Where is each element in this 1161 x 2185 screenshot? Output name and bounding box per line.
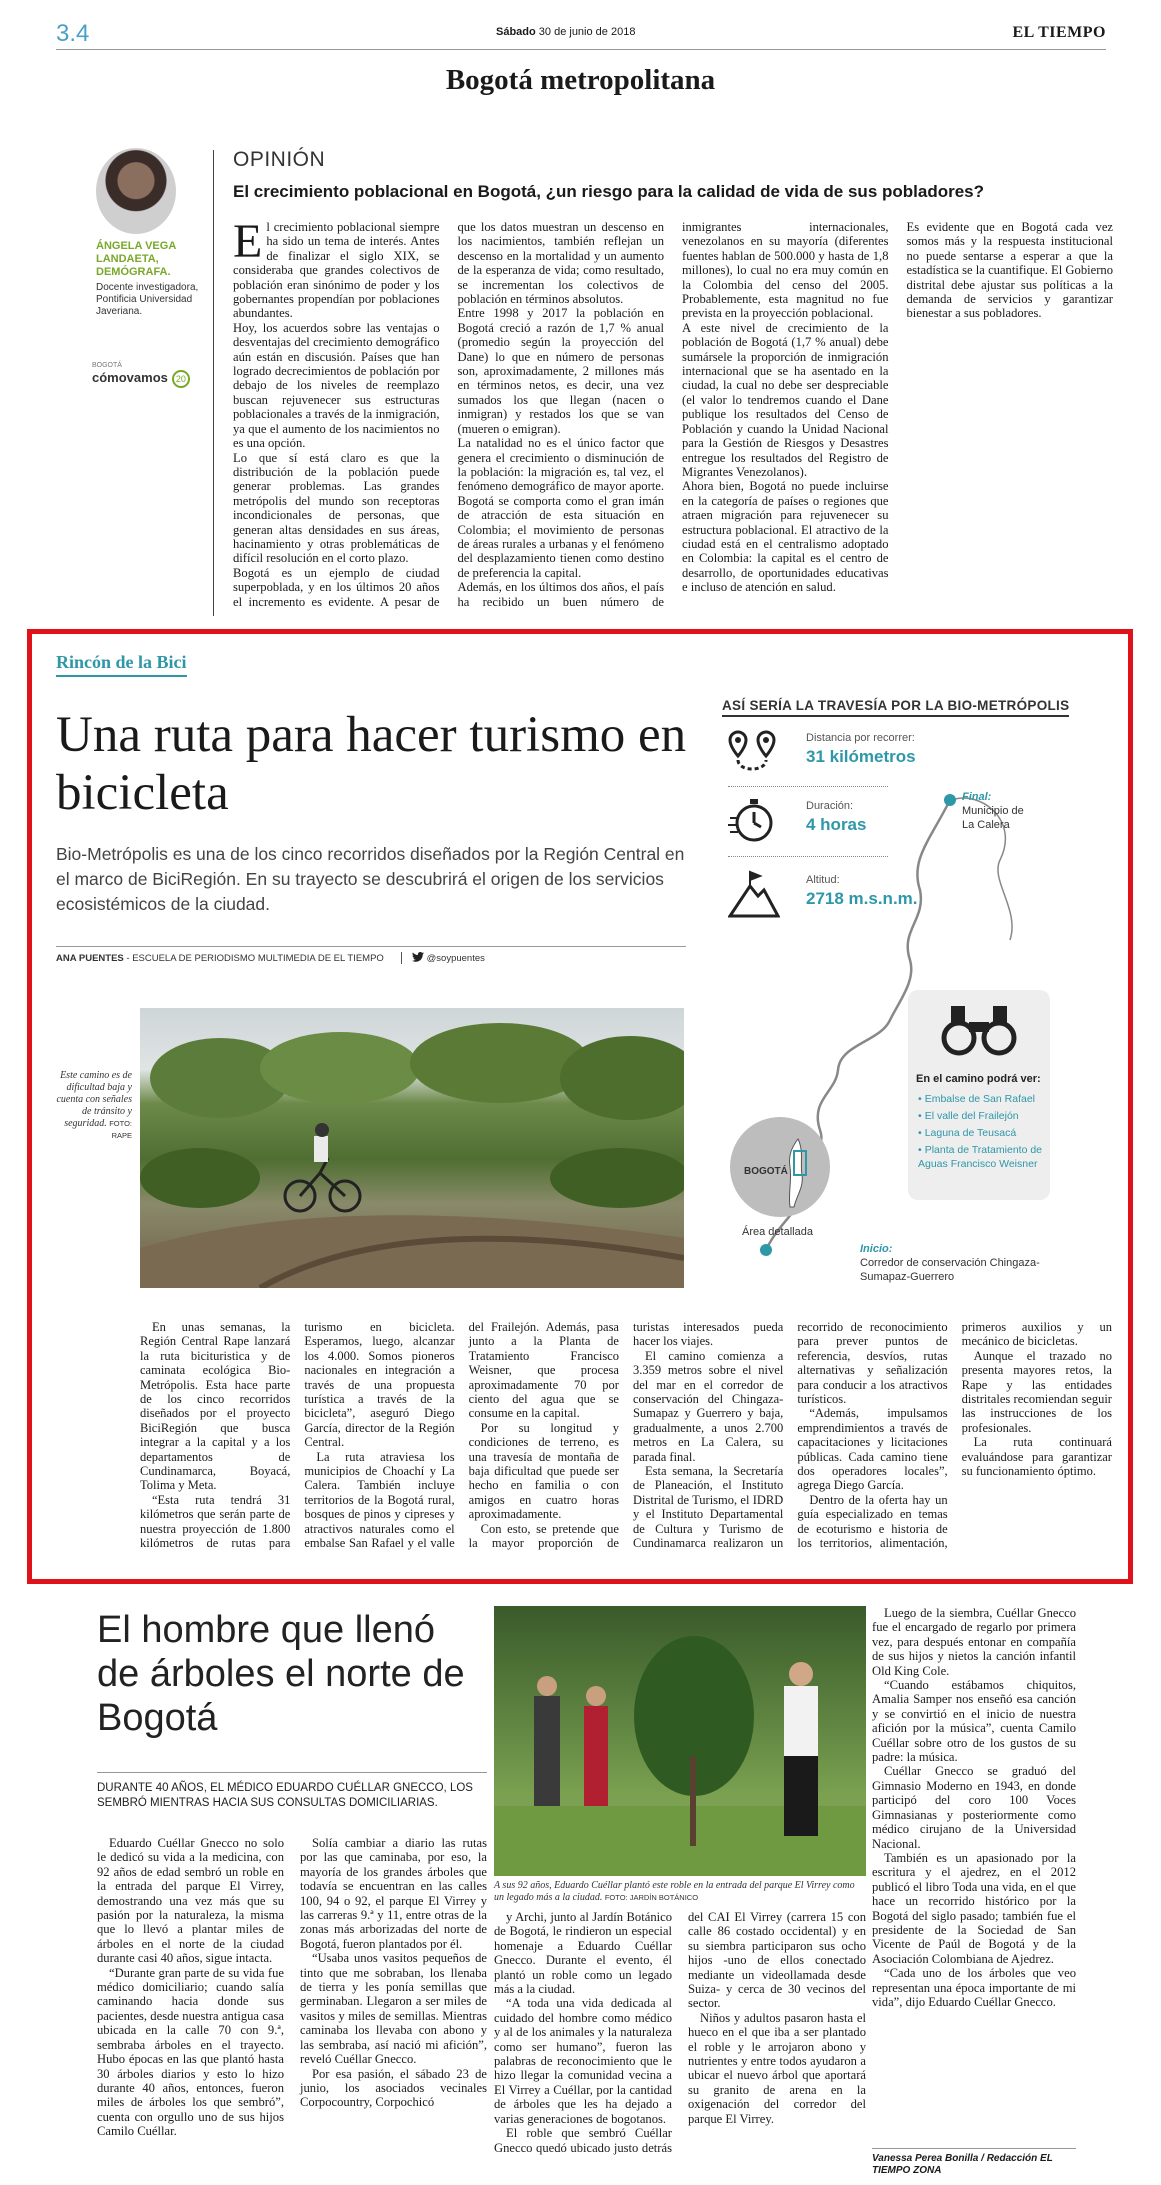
opinion-paragraph: Hoy, los acuerdos sobre las ventajas o desventajas del crecimiento demográfico aún están en discusión. Países que han logrado decrecimientos de población por debajo de los niveles de reemplazo buscan rejuvenecer sus estructuras poblacionales a través de la inmigración, ya que el aumento de los nacimientos no es una opción.: [233, 320, 440, 451]
opinion-kicker: OPINIÓN: [233, 148, 326, 171]
info-distance: [728, 724, 928, 784]
along-the-way-title: En el camino podrá ver:: [916, 1073, 1041, 1085]
opinion-paragraph: A este nivel de crecimiento de la población de Bogotá (1,7 % anual) debe sumársele la proporción de inmigración internacional que se ha asentado en la ciudad, la cual no debe ser despreciable (el valor lo tendremos cuando el Dane publique los resultados del Censo de Población y cuando la Unidad Nacional para la Gestión de Riesgos y Desastres entregue los resultados del Registro de Migrantes Venezolanos).: [682, 320, 889, 479]
trees-paragraph: Niños y adultos pasaron hasta el hueco en el que iba a ser plantado el roble y le arrojaron abono y nutrientes y entre todos ayudaron a ubicar el nuevo árbol que aportará su granito de arena en la oxigenación del corredor del parque El Virrey.: [688, 2010, 866, 2126]
start-point: [760, 1244, 772, 1256]
logo-small-text: BOGOTÁ: [92, 362, 122, 369]
bici-byline: [56, 946, 686, 966]
byline-divider: [401, 952, 402, 964]
opinion-paragraph: Entre 1998 y 2017 la población en Bogotá creció a razón de 1,7 % anual (promedio según la proyección del Dane) lo que en número de personas son, aproximadamente, 2 millones más en términos netos, es decir, una vez sumados los que llegan (nacen o inmigran) y restados los que se van (mueren o emigran).: [457, 306, 664, 436]
bici-paragraph: Dentro de la oferta hay un guía especializado en temas de ecoturismo e historia de los territorios, alimentación, primeros auxilios y un mecánico de bicicletas.: [797, 1320, 1112, 1551]
logo-big-text: cómovamos: [92, 370, 168, 385]
opinion-paragraph-text: l crecimiento poblacional siempre ha sido un tema de interés. Antes de finalizar el siglo XIX, se consideraba que grandes colectivos de población eran sinónimo de poder y los gobernantes propendían por poblaciones abundantes.: [233, 220, 440, 321]
opinion-paragraph: Es evidente que en Bogotá cada vez somos más y la respuesta institucional no puede sentarse a esperar a que la estadística se la cuantifique. El Gobierno distrital debe ajustar sus políticas a la demanda de servicios y garantizar bienestar a sus pobladores.: [906, 220, 1113, 321]
trees-body-middle: [494, 1910, 866, 2166]
trees-paragraph: Solía cambiar a diario las rutas por las que caminaba, por eso, la mayoría de los grandes árboles que todavía se encuentran en las calles 100, 94 o 92, el parque El Virrey y las carreras 9.ª y 11, entre otras de la zonas más arborizadas del norte de Bogotá, fueron plantados por él.: [300, 1836, 487, 1951]
bici-kicker: Rincón de la Bici: [56, 652, 187, 677]
bici-photo-credit: FOTO: RAPE: [109, 1119, 132, 1140]
cyclist-photo-scene: [140, 1008, 684, 1288]
distance-value: 31 kilómetros: [806, 747, 916, 766]
trees-paragraph: “Usaba unos vasitos pequeños de tinto que me sobraban, los llenaba de tierra y les ponía semillas que germinaban. Llegaron a ser miles de vasitos y miles de semillas. Mientras caminaba los llevaba con abono y las sembraba, así nació mi afición”, reveló Cuéllar Gnecco.: [300, 1951, 487, 2067]
trees-paragraph: “Cuando estábamos chiquitos, Amalia Samper nos enseñó esa canción y se convirtió en el inicio de nuestra afición por la música”, cuenta Camilo Cuéllar sobre otro de los gustos de su padre: la música.: [872, 1678, 1076, 1765]
opinion-dropcap: E: [233, 220, 263, 268]
bici-deck: Bio-Metrópolis es una de los cinco recorridos diseñados por la Región Central en el marco de BiciRegión. En su trayecto se descubrirá el origen de los servicios ecosistémicos de la ciudad.: [56, 844, 685, 914]
final-place: Municipio de La Calera: [962, 805, 1024, 831]
altitude-label: Altitud:: [806, 874, 840, 886]
along-the-way-list: [918, 1092, 1050, 1174]
trees-deck: DURANTE 40 AÑOS, EL MÉDICO EDUARDO CUÉLLAR GNECCO, LOS SEMBRÓ MIENTRAS HACIA SUS CONSULTAS DOMICILIARIAS.: [97, 1772, 487, 1811]
bogota-label: BOGOTÁ: [744, 1166, 788, 1177]
trees-body-right: [872, 1606, 1076, 2144]
opinion-paragraph: [233, 220, 440, 321]
byline-name: ANA PUENTES: [56, 953, 124, 964]
twitter-handle-text: @soypuentes: [426, 953, 485, 964]
trees-paragraph: Eduardo Cuéllar Gnecco no solo le dedicó su vida a la medicina, con 92 años de edad sembró un roble en la entrada del parque El Virrey, demostrando una vez más que su pasión por la naturaleza, la misma que lo llevó a plantar miles de árboles en el norte de la ciudad durante casi 40 años, sigue intacta.: [97, 1836, 284, 1966]
tree-planting-scene: [494, 1606, 866, 1876]
byline-affiliation: - ESCUELA DE PERIODISMO MULTIMEDIA DE EL TIEMPO: [123, 953, 384, 964]
opinion-paragraph: Ahora bien, Bogotá no puede incluirse en la categoría de países o regiones que atraen migración para rejuvenecer su estructura poblacional. El atractivo de la ciudad está en el centralismo adoptado en Colombia: la capital es el centro de desarrollo, de oportunidades educativas e incluso de atención en salud.: [682, 479, 889, 595]
trees-paragraph: “Durante gran parte de su vida fue médico domiciliario; cuando salía caminando hacia donde sus pacientes, desde nuestra antigua casa ubicada en la calle 70 con 9.ª, sembraba árboles en el trayecto. Hubo épocas en las que plantó hasta 30 árboles diarios y esto lo hizo durante 40 años, entonces, fueron miles de árboles los que sembró”, cuenta con orgullo uno de sus hijos Camilo Cuéllar.: [97, 1965, 284, 2139]
infographic-title: ASÍ SERÍA LA TRAVESÍA POR LA BIO-METRÓPOLIS: [722, 698, 1069, 717]
trees-photo-credit: FOTO: JARDÍN BOTÁNICO: [604, 1893, 699, 1902]
trees-paragraph: “A toda una vida dedicada al cuidado del hombre como médico y al de los animales y la naturaleza como ser humano”, fueron las palabras de reconocimiento que le hizo llegar la comunidad vecina a El Virrey a Cuéllar, por la cantidad de árboles que les ha dejado a varias generaciones de bogotanos.: [494, 1996, 672, 2126]
bici-paragraph: “Además, impulsamos emprendimientos a través de capacitaciones y licitaciones públicas. Cada camino tiene dos operadores locales”, agrega Diego García.: [797, 1406, 948, 1493]
twitter-handle: [412, 952, 485, 964]
bici-photo-caption-text: Este camino es de dificultad baja y cuenta con señales de tránsito y seguridad.: [56, 1070, 132, 1129]
duration-value: 4 horas: [806, 815, 867, 834]
logo-number: 20: [172, 370, 190, 388]
along-item: • Laguna de Teusacá: [918, 1126, 1050, 1140]
final-point: [944, 794, 956, 806]
trees-signature: Vanessa Perea Bonilla / Redacción EL TIEMPO ZONA: [872, 2148, 1076, 2177]
bici-paragraph: El camino comienza a 3.359 metros sobre el nivel del mar en el corredor de conservación del Chingaza- Sumapaz y Guerrero y baja, gradualmente, a unos 2.700 metros en La Calera, su parada final.: [632, 1348, 784, 1464]
bici-paragraph: Con esto, se pretende que la mayor proporción de turistas interesados pueda hacer los viajes.: [468, 1320, 784, 1551]
trees-paragraph: y Archi, junto al Jardín Botánico de Bogotá, le rindieron un especial homenaje a Eduardo Cuéllar Gnecco. Durante el evento, él plantó un roble como un legado más a la ciudad.: [494, 1910, 672, 1997]
bici-body: [140, 1320, 1112, 1564]
opinion-body: [233, 220, 1113, 616]
start-place: Corredor de conservación Chingaza-Sumapaz-Guerrero: [860, 1257, 1040, 1283]
page-date: [496, 26, 635, 38]
duration-label: Duración:: [806, 800, 854, 812]
bogota-como-vamos-logo: [92, 362, 202, 388]
final-label: [962, 790, 1032, 832]
opinion-divider: [213, 150, 214, 616]
route-pins-icon: [728, 728, 780, 776]
altitude-value: 2718 m.s.n.m.: [806, 889, 918, 908]
opinion-paragraph: Lo que sí está claro es que la distribución de la población puede generar problemas. Las grandes metrópolis del mundo son receptoras incondicionales de personas, que generan altas densidades en sus áreas, hacinamiento y otras problemáticas de difícil resolución en el corto plazo.: [233, 450, 440, 566]
along-item: • El valle del Frailejón: [918, 1109, 1050, 1123]
author-name: ÁNGELA VEGA LANDAETA, DEMÓGRAFA.: [96, 240, 176, 278]
trees-headline: El hombre que llenó de árboles el norte de Bogotá: [97, 1609, 465, 1739]
bici-paragraph: Esta semana, la Secretaría de Planeación, el Instituto Distrital de Turismo, el IDRD y el Instituto Departamental de Cultura y Turismo de Cundinamarca realizaron un recorrido de reconocimiento para prever puntos de referencia, desvíos, rutas alternativas y señalización para conducir a los atractivos turísticos.: [632, 1320, 948, 1551]
final-label-title: Final:: [962, 791, 992, 803]
trees-paragraph: También es un apasionado por la escritura y el ajedrez, en el 2012 publicó el libro Toda una vida, en el que hace un recorrido histórico por la Bogotá del siglo pasado; también fue el presidente de la Sociedad de San Vicente de Paúl de Bogotá y de la Asociación Colombiana de Ajedrez.: [872, 1850, 1076, 1966]
trees-photo-caption-text: A sus 92 años, Eduardo Cuéllar plantó este roble en la entrada del parque El Virrey como un legado más a la ciudad.: [494, 1880, 855, 1903]
bici-paragraph: “Esta ruta tendrá 31 kilómetros que serán parte de nuestra proyección de 1.800 kilómetros de rutas para turismo en bicicleta. Esperamos, luego, alcanzar los 4.000. Somos pioneros nacionales en integración a través de una propuesta turística a través de la bicicleta”, aseguró Diego García, director de la Región Central.: [140, 1320, 455, 1551]
page-date-day: Sábado: [496, 26, 536, 38]
start-label-title: Inicio:: [860, 1243, 893, 1255]
page-date-rest: 30 de junio de 2018: [535, 26, 636, 38]
detailed-area-label: Área detallada: [742, 1226, 813, 1238]
trees-paragraph: Cuéllar Gnecco se graduó del Gimnasio Moderno en 1943, en donde participó del coro 100 Voces Gimnasianas y posteriormente como médico cirujano de la Universidad Nacional.: [872, 1764, 1076, 1851]
bici-paragraph: La ruta continuará evaluándose para garantizar su funcionamiento óptimo.: [961, 1435, 1112, 1479]
opinion-headline: El crecimiento poblacional en Bogotá, ¿un riesgo para la calidad de vida de sus pobladores?: [233, 182, 985, 201]
distance-label: Distancia por recorrer:: [806, 732, 915, 744]
tree-planting-photo: [494, 1606, 866, 1876]
trees-paragraph: Luego de la siembra, Cuéllar Gnecco fue el encargado de regarlo por primera vez, para después entonar en compañía de sus hijos y nietos la canción infantil Old King Cole.: [872, 1606, 1076, 1678]
bici-paragraph: Aunque el trazado no presenta mayores retos, la Rape y las entidades distritales recomiendan seguir las instrucciones de los profesionales.: [961, 1348, 1112, 1435]
opinion-paragraph: Bogotá es un ejemplo de ciudad superpoblada, y en los últimos 20 años el incremento es evidente. A pesar de que los datos muestran un descenso en los nacimientos, también reflejan un descenso en la mortalidad y un aumento de la esperanza de vida; como resultado, se incrementan los colectivos de población en términos absolutos.: [233, 220, 664, 609]
along-item: • Planta de Tratamiento de Aguas Francisco Weisner: [918, 1143, 1050, 1171]
binoculars-icon: [939, 1000, 1019, 1060]
cyclist-photo: [140, 1008, 684, 1288]
start-label: [860, 1242, 1040, 1284]
bici-paragraph: Por su longitud y condiciones de terreno, es una travesía de montaña de baja dificultad que puede ser hecho en familia o con amigos en cuatro horas aproximadamente.: [468, 1420, 619, 1522]
trees-body-left: [97, 1836, 487, 2166]
author-role: Docente investigadora, Pontificia Universidad Javeriana.: [96, 282, 199, 317]
trees-paragraph: Por esa pasión, el sábado 23 de junio, los asociados vecinales Corpocountry, Corpochicó: [300, 2066, 487, 2110]
bici-paragraph: La ruta atraviesa los municipios de Choachí y La Calera. También incluye territorios de la Bogotá rural, bosques de pinos y cipreses y atractivos naturales como el embalse San Rafael y el valle del Frailejón. Además, pasa junto a la Planta de Tratamiento Francisco Weisner, que procesa aproximadamente 70 por ciento del agua que se consume en la capital.: [304, 1320, 619, 1551]
trees-paragraph: El roble que sembró Cuéllar Gnecco quedó ubicado justo detrás del CAI El Virrey (carrera 15 con calle 86 costado occidental) y en su siembra participaron sus ocho hijos -uno de ellos conectado mediante un videollamada desde Suiza- y cerca de 30 vecinos del sector.: [494, 1910, 866, 2155]
bici-photo-caption: [56, 1070, 132, 1142]
bici-paragraph: En unas semanas, la Región Central Rape lanzará la ruta bicituristica y de caminata ecológica Bio-Metrópolis. Esta hace parte de los cinco recorridos diseñados por el proyecto BiciRegión que busca integrar a la capital y a los departamentos de Cundinamarca, Boyacá, Tolima y Meta.: [140, 1320, 291, 1493]
along-item: • Embalse de San Rafael: [918, 1092, 1050, 1106]
section-title: Bogotá metropolitana: [445, 64, 716, 96]
opinion-paragraph: La natalidad no es el único factor que genera el crecimiento o disminución de la población: la migración es, tal vez, el fenómeno demográfico de mayor aporte. Bogotá se comporta como el gran imán de atracción de esta situación en Colombia; el movimiento de personas de áreas rurales a urbanas y el fenómeno del desplazamiento tienen como destino de preferencia la capital.: [457, 436, 664, 580]
twitter-icon: [412, 952, 424, 962]
author-photo: [96, 148, 176, 234]
masthead: [56, 20, 1106, 50]
opinion-paragraph: Además, en los últimos dos años, el país ha recibido un buen número de inmigrantes internacionales, venezolanos en su mayoría (diferentes fuentes hablan de 500.000 y hasta de 1,8 millones), lo cual no era muy común en la Colombia del censo del 2005. Probablemente, esta magnitud no fue prevista en la proyección poblacional.: [457, 220, 889, 609]
bici-headline: Una ruta para hacer turismo en bicicleta: [56, 707, 687, 821]
trees-paragraph: “Cada uno de los árboles que veo representan una época importante de mi vida”, dijo Eduardo Cuéllar Gnecco.: [872, 1966, 1076, 2009]
newspaper-logo: EL TIEMPO: [1012, 24, 1106, 41]
trees-photo-caption: [494, 1880, 866, 1904]
page-number: 3.4: [56, 20, 90, 47]
